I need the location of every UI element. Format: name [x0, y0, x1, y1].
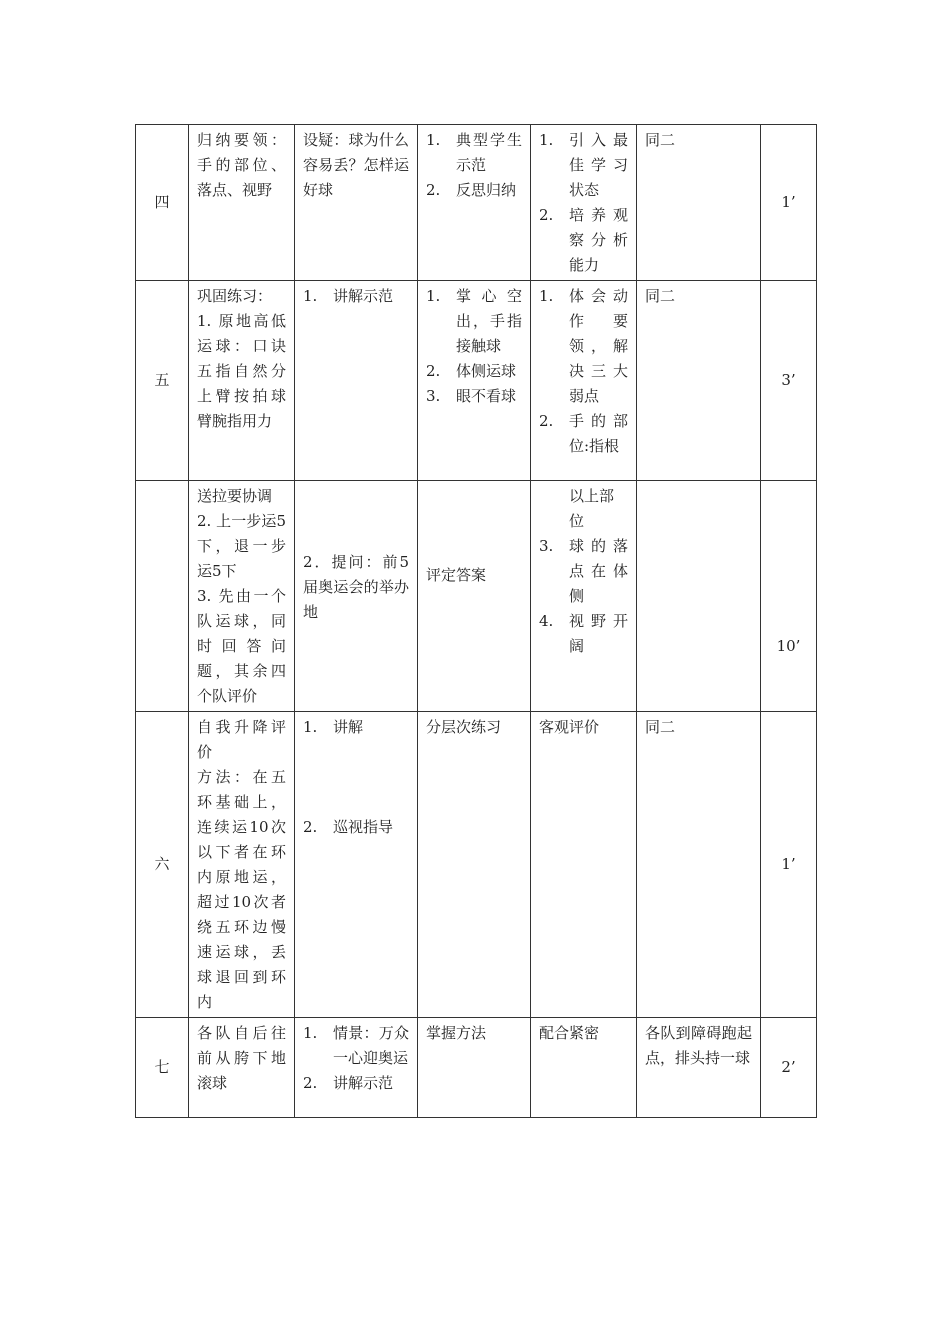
table-row [136, 1018, 817, 1118]
teacher-cell: 设疑：球为什么容易丢？怎样运好球 [295, 125, 418, 281]
goal-continuation: 以上部位 [569, 487, 615, 530]
lesson-plan-table [135, 124, 817, 1118]
time-cell: 10’ [761, 481, 817, 712]
student-cell [418, 125, 531, 281]
time-cell: 1’ [761, 712, 817, 1018]
list-item: 2. 反思归纳 [426, 181, 517, 199]
list-item: 2. 手的部位:指根 [539, 412, 628, 455]
teacher-cell [295, 712, 418, 1018]
time-cell: 1’ [761, 125, 817, 281]
content-cell: 归纳要领：手的部位、落点、视野 [189, 125, 295, 281]
list-item: 4. 视野开阔 [539, 612, 628, 655]
student-cell: 评定答案 [418, 481, 531, 712]
goal-cell [531, 125, 637, 281]
table-row [136, 281, 817, 481]
teacher-cell [295, 281, 418, 481]
list-item: 2. 体侧运球 [426, 362, 517, 380]
list-item: 3. 球的落点在体侧 [539, 537, 628, 605]
list-item: 1. 引入最佳学习状态 [539, 131, 628, 199]
step-cell: 六 [136, 712, 189, 1018]
table-row [136, 481, 817, 712]
content-cell: 自我升降评价 方法：在五环基础上，连续运10次以下者在环内原地运，超过10次者绕五环边慢速运球，丢球退回到环内 [189, 712, 295, 1018]
goal-cell [531, 481, 637, 712]
content-cell: 送拉要协调 2. 上一步运5下，退一步运5下 3. 先由一个队运球，同时回答问题，其余四个队评价 [189, 481, 295, 712]
goal-cell [531, 281, 637, 481]
list-item: 1. 讲解 [303, 718, 364, 736]
step-cell: 七 [136, 1018, 189, 1118]
step-cell: 五 [136, 281, 189, 481]
list-item: 1. 典型学生示范 [426, 131, 522, 174]
org-cell [637, 481, 761, 712]
step-cell: 四 [136, 125, 189, 281]
content-cell: 各队自后往前从胯下地滚球 [189, 1018, 295, 1118]
list-item: 1. 体会动作要领，解决三大弱点 [539, 287, 628, 405]
teacher-cell [295, 1018, 418, 1118]
teacher-cell: 2．提问：前5届奥运会的举办地 [295, 481, 418, 712]
student-cell: 掌握方法 [418, 1018, 531, 1118]
goal-cell: 配合紧密 [531, 1018, 637, 1118]
student-cell: 分层次练习 [418, 712, 531, 1018]
time-cell: 2’ [761, 1018, 817, 1118]
time-cell: 3’ [761, 281, 817, 481]
table-row [136, 712, 817, 1018]
org-cell: 同二 [637, 712, 761, 1018]
goal-cell: 客观评价 [531, 712, 637, 1018]
content-cell: 巩固练习： 1. 原地高低运球：口诀五指自然分上臂按拍球臂腕指用力 [189, 281, 295, 481]
org-cell: 各队到障碍跑起点，排头持一球 [637, 1018, 761, 1118]
list-item: 1. 讲解示范 [303, 287, 394, 305]
list-item: 2. 讲解示范 [303, 1074, 394, 1092]
list-item: 1. 情景：万众一心迎奥运 [303, 1024, 409, 1067]
step-cell [136, 481, 189, 712]
table-row [136, 125, 817, 281]
list-item: 3. 眼不看球 [426, 387, 517, 405]
org-cell: 同二 [637, 281, 761, 481]
list-item: 2. 巡视指导 [303, 818, 394, 836]
org-cell: 同二 [637, 125, 761, 281]
list-item: 2. 培养观察分析能力 [539, 206, 628, 274]
student-cell [418, 281, 531, 481]
list-item: 1. 掌心空出，手指接触球 [426, 287, 522, 355]
